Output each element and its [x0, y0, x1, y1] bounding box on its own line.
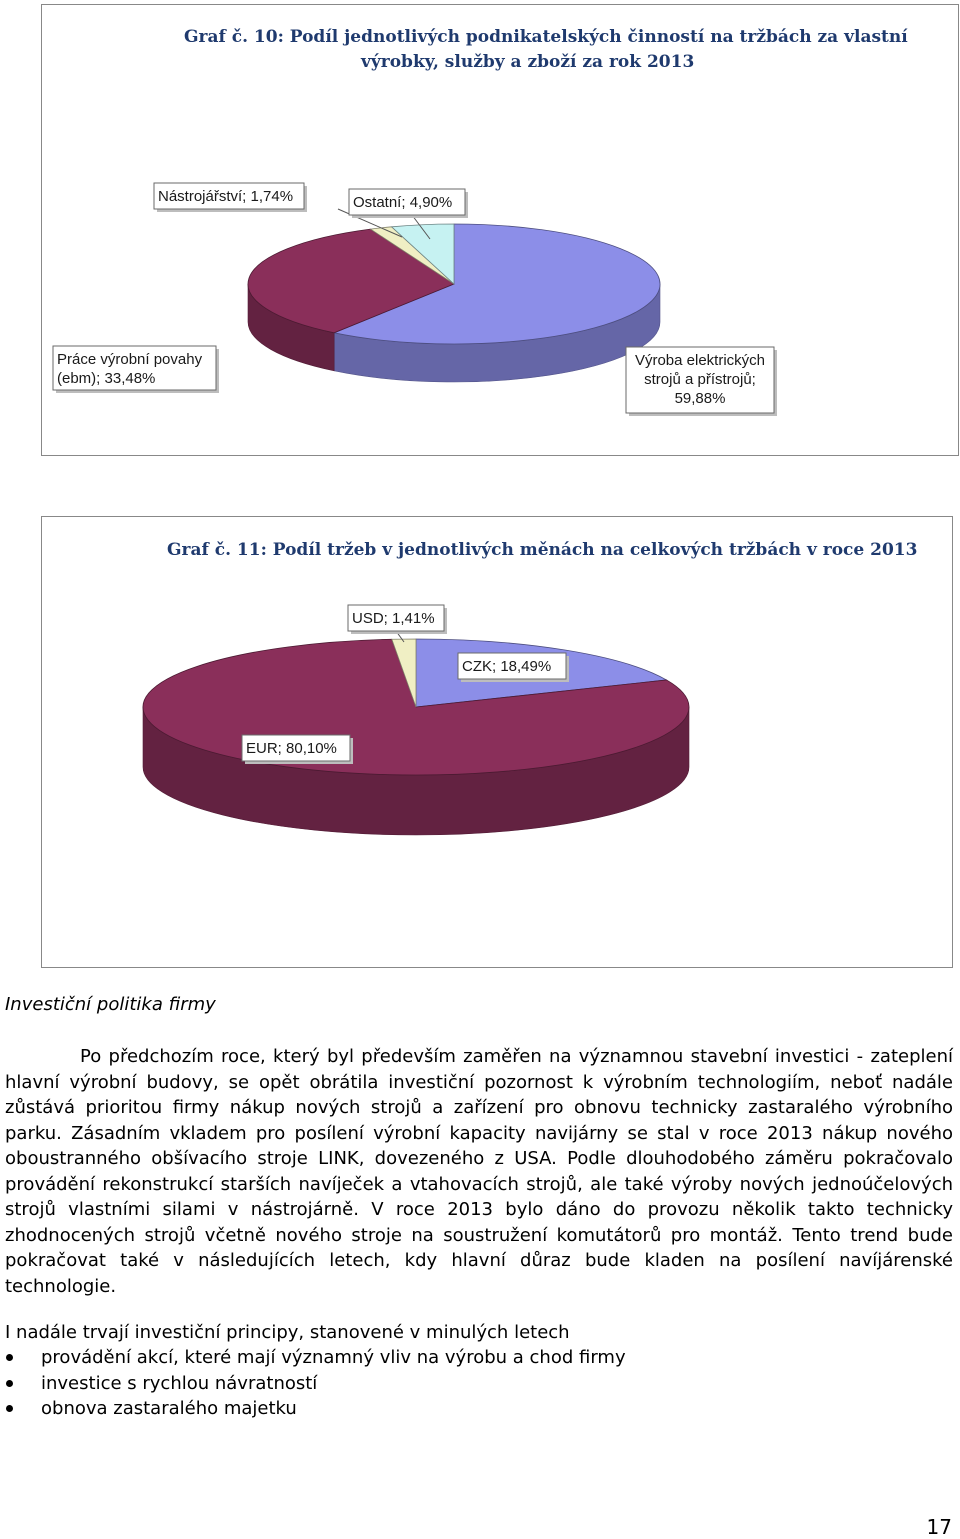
label-text: USD; 1,41% [352, 610, 435, 627]
list-item [5, 1345, 626, 1371]
label-text: EUR; 80,10% [246, 740, 337, 757]
principles-list [5, 1345, 626, 1422]
chart1-title-line-1: Graf č. 10: Podíl jednotlivých podnikatelských činností na tržbách za vlastní [184, 27, 908, 47]
paragraph-investment-policy: Po předchozím roce, který byl především zaměřen na významnou stavební investici - zateplení hlavní výrobní budovy, se opět obrátila investiční pozornost k výrobním technologiím, neboť nadále zůstává prioritou firmy nákup nových strojů a zařízení pro obnovu technicky zastaralého výrobního parku. Zásadním vkladem pro posílení výrobní kapacity navijárny se stal v roce 2013 nákup nového oboustranného obšívacího stroje LINK, dovezeného z USA. Podle dlouhodobého záměru pokračovalo provádění rekonstrukcí starších navíječek a vtahovacích strojů, ale také výroby nových jednoúčelových strojů vlastními silami v nástrojárně. V roce 2013 bylo dáno do provozu několik takto technicky zhodnocených strojů včetně nového stroje na soustružení komutátorů pro montáž. Tento trend bude pokračovat také v následujících letech, kdy hlavní důraz bude kladen na posílení navíjárenské technologie. [5, 1046, 953, 1297]
pie-slices [248, 224, 660, 382]
list-item-text: obnova zastaralého majetku [41, 1398, 297, 1419]
chart-activities-revenue-share [41, 4, 959, 456]
list-item-text: provádění akcí, které mají významný vliv na výrobu a chod firmy [41, 1347, 626, 1368]
label-text: Práce výrobní povahy [57, 351, 203, 368]
paragraph-principles-intro: I nadále trvají investiční principy, stanovené v minulých letech [5, 1322, 570, 1343]
label-text: CZK; 18,49% [462, 658, 552, 675]
label-text: Nástrojářství; 1,74% [158, 188, 294, 205]
pie-data-label [242, 735, 353, 764]
chart2-title-line-1: Graf č. 11: Podíl tržeb v jednotlivých měnách na celkových tržbách v roce 2013 [167, 540, 918, 560]
pie-chart-2 [42, 517, 952, 967]
label-text: (ebm); 33,48% [57, 370, 156, 387]
chart1-title-line-2: výrobky, služby a zboží za rok 2013 [361, 52, 695, 72]
bullet-icon [6, 1380, 13, 1387]
section-heading: Investiční politika firmy [5, 994, 216, 1015]
pie-data-label [348, 605, 447, 642]
pie-data-label [626, 347, 777, 416]
label-text: 59,88% [674, 390, 726, 407]
page-number: 17 [926, 1515, 952, 1539]
pie-slices [143, 639, 689, 835]
chart-currency-revenue-share [41, 516, 953, 968]
pie-data-label [53, 346, 219, 393]
bullet-icon [6, 1405, 13, 1412]
bullet-icon [6, 1354, 13, 1361]
pie-data-label [458, 653, 569, 682]
pie-chart-1 [42, 5, 958, 455]
label-text: Výroba elektrických [634, 352, 766, 369]
list-item-text: investice s rychlou návratností [41, 1372, 318, 1394]
label-text: Ostatní; 4,90% [353, 194, 453, 211]
list-item [5, 1371, 626, 1397]
label-text: strojů a přístrojů; [644, 371, 756, 388]
list-item [5, 1396, 626, 1422]
